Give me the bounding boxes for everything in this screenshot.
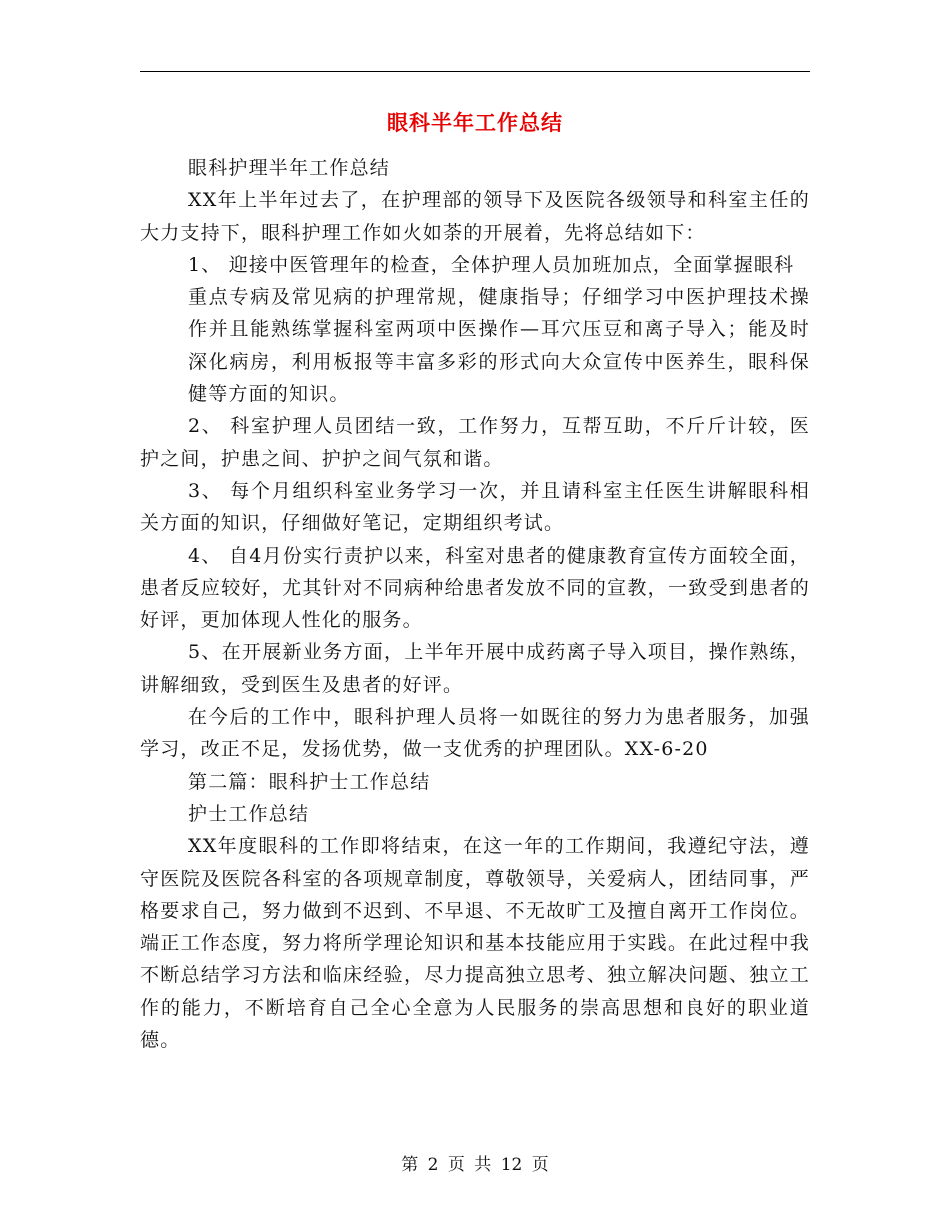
document-body bbox=[140, 152, 810, 1056]
paragraph-intro: XX年上半年过去了，在护理部的领导下及医院各级领导和科室主任的大力支持下，眼科护理工作如火如荼的开展着，先将总结如下： bbox=[140, 189, 810, 244]
header-rule bbox=[140, 71, 810, 72]
paragraph-section-heading: 第二篇：眼科护士工作总结 bbox=[188, 770, 431, 793]
paragraph-conclusion: 在今后的工作中，眼科护理人员将一如既往的努力为患者服务，加强学习，改正不足，发扬优势，做一支优秀的护理团队。XX-6-20 bbox=[140, 706, 810, 761]
paragraph-subtitle: 眼科护理半年工作总结 bbox=[188, 157, 391, 179]
page-footer: 第 2 页 共 12 页 bbox=[401, 1155, 549, 1175]
paragraph-section-subheading: 护士工作总结 bbox=[188, 802, 310, 825]
paragraph-item-1: 1、 迎接中医管理年的检查，全体护理人员加班加点，全面掌握眼科 bbox=[188, 253, 795, 276]
document-title: 眼科半年工作总结 bbox=[387, 111, 563, 135]
paragraph-item-4: 4、 自4月份实行责护以来，科室对患者的健康教育宣传方面较全面，患者反应较好，尤其针对不同病种给患者发放不同的宣教，一致受到患者的好评，更加体现人性化的服务。 bbox=[140, 544, 810, 632]
paragraph-annual-summary: XX年度眼科的工作即将结束，在这一年的工作期间，我遵纪守法，遵守医院及医院各科室的各项规章制度，尊敬领导，关爱病人，团结同事，严格要求自己，努力做到不迟到、不早退、不无故旷工及擅自离开工作岗位。端正工作态度，努力将所学理论知识和基本技能应用于实践。在此过程中我不断总结学习方法和临床经验，尽力提高独立思考、独立解决问题、独立工作的能力，不断培育自己全心全意为人民服务的崇高思想和良好的职业道德。 bbox=[140, 835, 810, 1052]
paragraph-item-1-detail: 重点专病及常见病的护理常规，健康指导；仔细学习中医护理技术操作并且能熟练掌握科室两项中医操作—耳穴压豆和离子导入；能及时深化病房，利用板报等丰富多彩的形式向大众宣传中医养生，眼科保健等方面的知识。 bbox=[188, 286, 810, 406]
paragraph-item-5: 5、在开展新业务方面，上半年开展中成药离子导入项目，操作熟练，讲解细致，受到医生及患者的好评。 bbox=[140, 641, 810, 696]
paragraph-item-3: 3、 每个月组织科室业务学习一次，并且请科室主任医生讲解眼科相关方面的知识，仔细做好笔记，定期组织考试。 bbox=[140, 479, 810, 535]
paragraph-item-2: 2、 科室护理人员团结一致，工作努力，互帮互助，不斤斤计较，医护之间，护患之间、护护之间气氛和谐。 bbox=[140, 415, 810, 470]
